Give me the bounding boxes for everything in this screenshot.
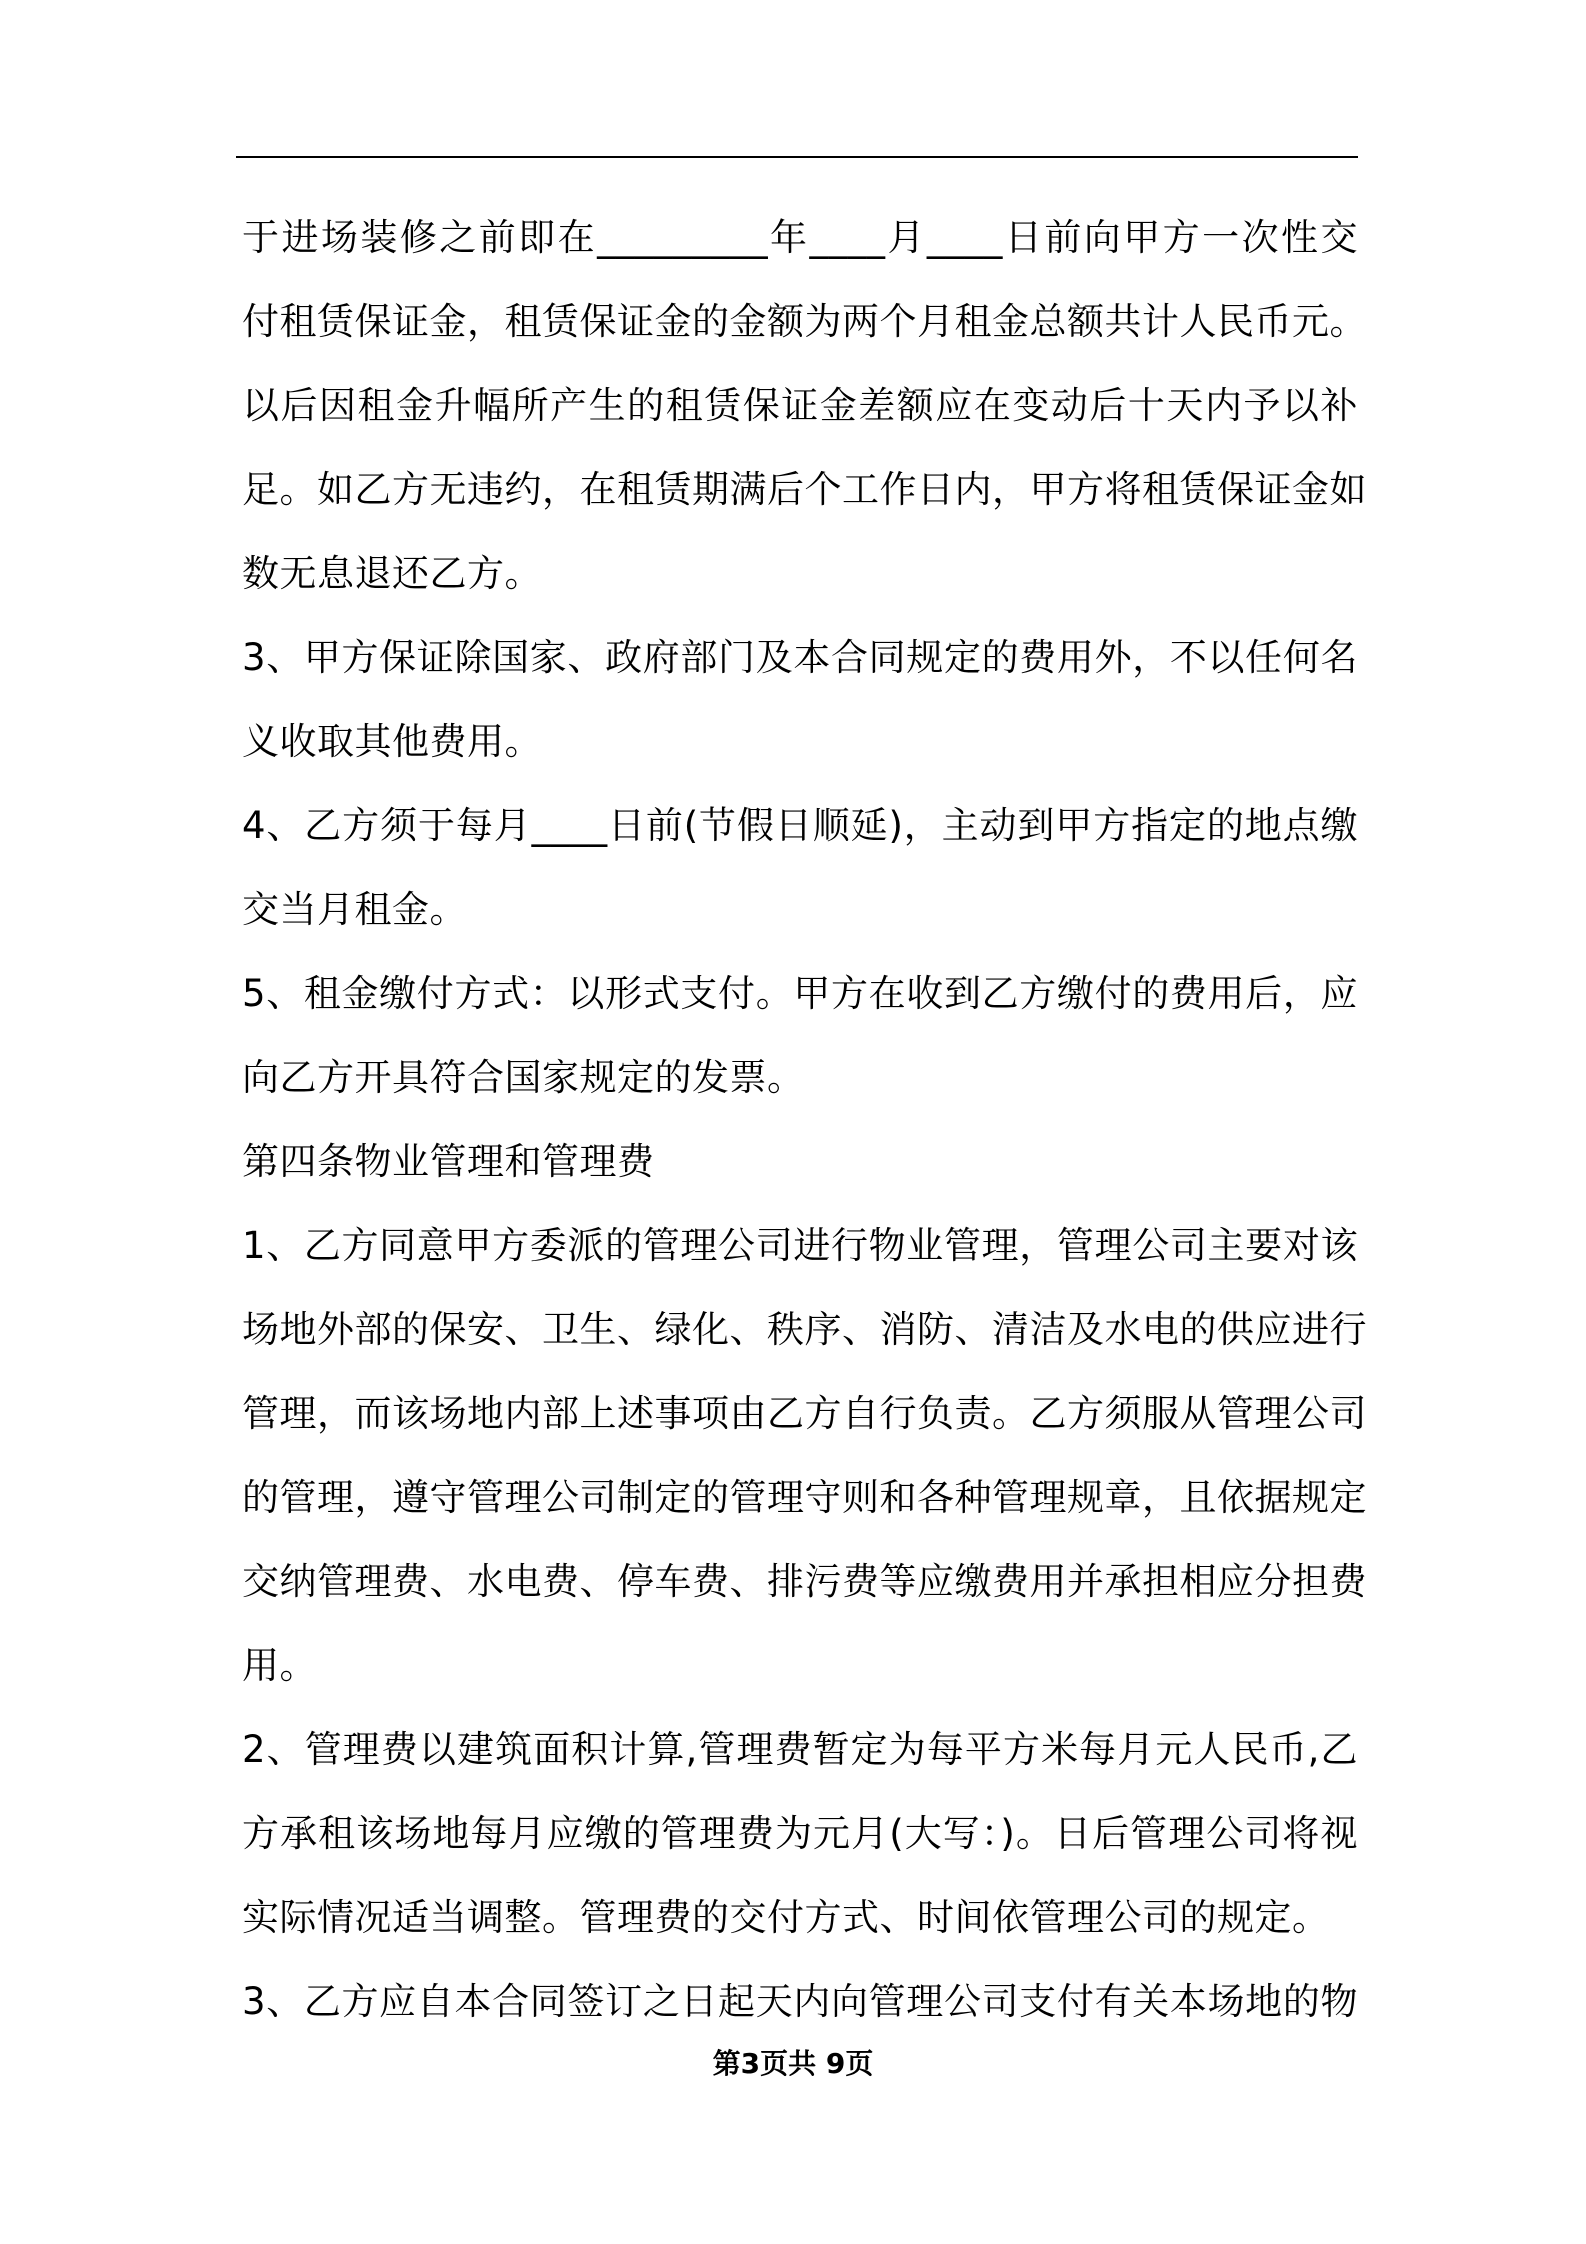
text-line: 义收取其他费用。: [242, 720, 542, 763]
text-line: 5、租金缴付方式：以形式支付。甲方在收到乙方缴付的费用后，应: [242, 972, 1358, 1015]
text-line: 数无息退还乙方。: [242, 552, 542, 595]
header-divider: [236, 156, 1358, 158]
text-line: 向乙方开具符合国家规定的发票。: [242, 1056, 805, 1099]
text-line: 2、管理费以建筑面积计算,管理费暂定为每平方米每月元人民币,乙: [242, 1728, 1358, 1771]
text-line: 用。: [242, 1644, 317, 1687]
text-line: 方承租该场地每月应缴的管理费为元月(大写：)。日后管理公司将视: [242, 1812, 1358, 1855]
text-line: 3、甲方保证除国家、政府部门及本合同规定的费用外，不以任何名: [242, 636, 1358, 679]
text-line: 交纳管理费、水电费、停车费、排污费等应缴费用并承担相应分担费: [242, 1560, 1367, 1603]
text-line: 于进场装修之前即在_________年____月____日前向甲方一次性交: [242, 216, 1358, 259]
text-line: 足。如乙方无违约，在租赁期满后个工作日内，甲方将租赁保证金如: [242, 468, 1367, 511]
text-line: 场地外部的保安、卫生、绿化、秩序、消防、清洁及水电的供应进行: [242, 1308, 1367, 1351]
text-line: 的管理，遵守管理公司制定的管理守则和各种管理规章，且依据规定: [242, 1476, 1367, 1519]
text-line: 1、乙方同意甲方委派的管理公司进行物业管理，管理公司主要对该: [242, 1224, 1358, 1267]
text-line: 以后因租金升幅所产生的租赁保证金差额应在变动后十天内予以补: [242, 384, 1358, 427]
page-number: 第3页共 9页: [712, 2047, 874, 2080]
text-line: 3、乙方应自本合同签订之日起天内向管理公司支付有关本场地的物: [242, 1980, 1358, 2023]
document-body: [242, 196, 1367, 2044]
text-line: 管理，而该场地内部上述事项由乙方自行负责。乙方须服从管理公司: [242, 1392, 1367, 1435]
section-heading: 第四条物业管理和管理费: [242, 1140, 655, 1183]
text-line: 实际情况适当调整。管理费的交付方式、时间依管理公司的规定。: [242, 1896, 1330, 1939]
text-line: 交当月租金。: [242, 888, 467, 931]
text-line: 付租赁保证金，租赁保证金的金额为两个月租金总额共计人民币元。: [242, 300, 1367, 343]
text-line: 4、乙方须于每月____日前(节假日顺延)，主动到甲方指定的地点缴: [242, 804, 1358, 847]
